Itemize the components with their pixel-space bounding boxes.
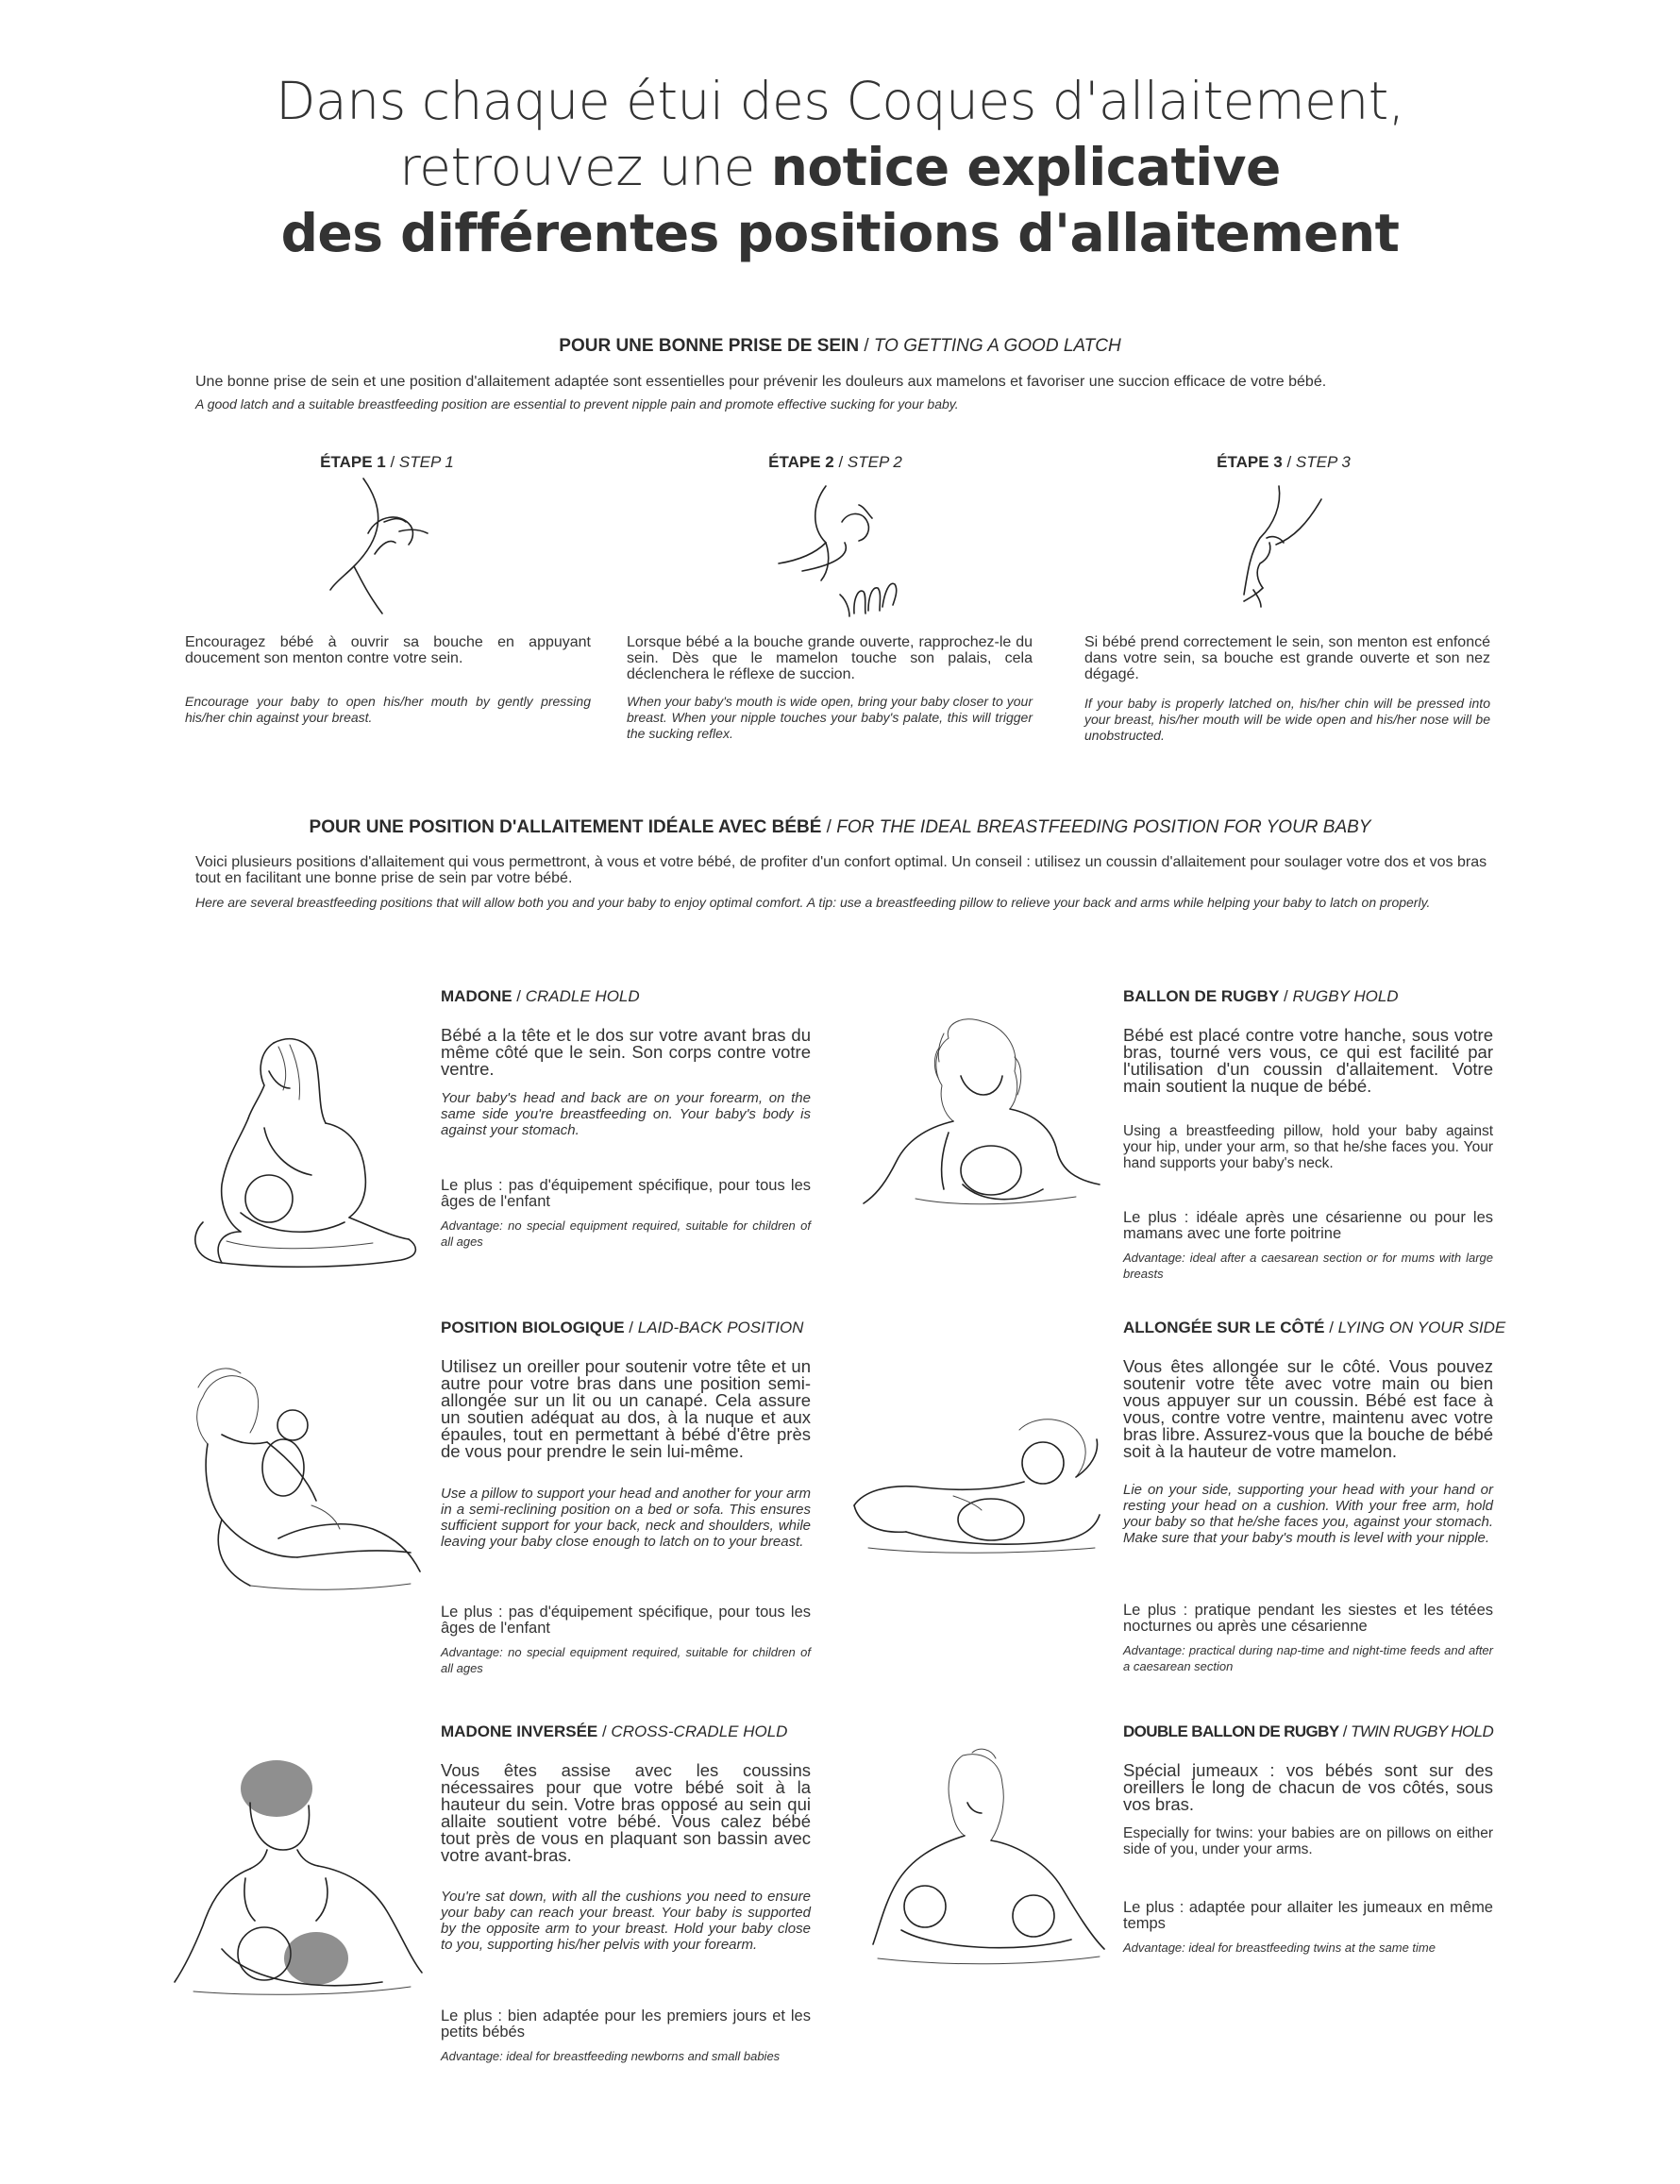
cradle-hold-advantage-fr: Le plus : pas d'équipement spécifique, pour tous les âges de l'enfant (441, 1177, 811, 1210)
cross-cradle-title: MADONE INVERSÉE / CROSS-CRADLE HOLD (441, 1722, 788, 1740)
lying-side-advantage-en: Advantage: practical during nap-time and night-time feeds and after a caesarean section (1123, 1643, 1493, 1673)
step-1-text-en: Encourage your baby to open his/her mouth by gently pressing his/her chin against your breast. (185, 694, 591, 725)
step-2-text-en: When your baby's mouth is wide open, bring your baby closer to your breast. When your nipple touches your baby's palate, this will trigger the sucking reflex. (627, 694, 1033, 741)
positions-section-title: POUR UNE POSITION D'ALLAITEMENT IDÉALE AVEC BÉBÉ / FOR THE IDEAL BREASTFEEDING POSITION FOR YOUR BABY (309, 817, 1371, 837)
latch-intro-en: A good latch and a suitable breastfeeding position are essential to prevent nipple pain and promote effective sucking for your baby. (195, 396, 959, 412)
cross-cradle-text-en: You're sat down, with all the cushions you need to ensure your baby can reach your breast. Your baby is supported by the opposite arm to your breast. Hold your baby close to you, supporting his/her pelvis with your forearm. (441, 1889, 811, 1953)
cradle-hold-text-fr: Bébé a la tête et le dos sur votre avant bras du même côté que le sein. Son corps contre votre ventre. (441, 1025, 811, 1079)
step-1-text-fr: Encouragez bébé à ouvrir sa bouche en appuyant doucement son menton contre votre sein. (185, 634, 591, 666)
step-3-illustration (1236, 486, 1331, 609)
step-3-text-fr: Si bébé prend correctement le sein, son menton est enfoncé dans votre sein, sa bouche est grande ouverte et son nez dégagé. (1084, 634, 1490, 682)
twin-rugby-text-fr: Spécial jumeaux : vos bébés sont sur des oreillers le long de chacun de vos côtés, sous vos bras. (1123, 1760, 1493, 1814)
lying-side-illustration (849, 1411, 1109, 1557)
cross-cradle-advantage-fr: Le plus : bien adaptée pour les premiers jours et les petits bébés (441, 2008, 811, 2041)
step-1-title: ÉTAPE 1 / STEP 1 (320, 453, 454, 471)
latch-intro-fr: Une bonne prise de sein et une position d'allaitement adaptée sont essentielles pour prévenir les douleurs aux mamelons et favoriser une succion efficace de votre bébé. (195, 374, 1327, 390)
lying-side-text-fr: Vous êtes allongée sur le côté. Vous pouvez soutenir votre tête avec votre main ou bien vous appuyer sur un coussin. Bébé est face à vous, contre votre ventre, maintenu avec votre bras libre. Assurez-vous que la bouche de bébé soit à la hauteur de votre mamelon. (1123, 1356, 1493, 1461)
latch-section-title: POUR UNE BONNE PRISE DE SEIN / TO GETTING A GOOD LATCH (559, 336, 1121, 356)
rugby-hold-title: BALLON DE RUGBY / RUGBY HOLD (1123, 987, 1399, 1005)
laid-back-text-en: Use a pillow to support your head and another for your arm in a semi-reclining position on a bed or sofa. This ensures sufficient support for your back, neck and shoulders, while leaving your baby close enough to latch on to your breast. (441, 1486, 811, 1550)
twin-rugby-advantage-en: Advantage: ideal for breastfeeding twins at the same time (1123, 1940, 1436, 1955)
step-3-title: ÉTAPE 3 / STEP 3 (1217, 453, 1351, 471)
laid-back-advantage-fr: Le plus : pas d'équipement spécifique, pour tous les âges de l'enfant (441, 1604, 811, 1637)
rugby-hold-illustration (859, 1019, 1104, 1208)
rugby-hold-text-en: Using a breastfeeding pillow, hold your baby against your hip, under your arm, so that he/she faces you. Your hand supports your baby's neck. (1123, 1123, 1493, 1171)
step-2-text-fr: Lorsque bébé a la bouche grande ouverte, rapprochez-le du sein. Dès que le mamelon touche son palais, cela déclenchera le réflexe de succion. (627, 634, 1033, 682)
lying-side-advantage-fr: Le plus : pratique pendant les siestes et les tétées nocturnes ou après une césarienne (1123, 1602, 1493, 1635)
twin-rugby-illustration (859, 1751, 1109, 1968)
step-2-illustration (774, 486, 916, 618)
positions-intro-fr: Voici plusieurs positions d'allaitement qui vous permettront, à vous et votre bébé, de profiter d'un confort optimal. Un conseil : utilisez un coussin d'allaitement pour soulager votre dos et vos bras tout en facilitant une bonne prise de sein par votre bébé. (195, 854, 1487, 886)
twin-rugby-title: DOUBLE BALLON DE RUGBY / TWIN RUGBY HOLD (1123, 1722, 1494, 1740)
cross-cradle-advantage-en: Advantage: ideal for breastfeeding newborns and small babies (441, 2049, 781, 2063)
page-headline (0, 68, 1680, 266)
laid-back-text-fr: Utilisez un oreiller pour soutenir votre tête et un autre pour votre bras dans une position semi-allongée sur un lit ou un canapé. Cela assure un soutien adéquat au dos, à la nuque et aux épaules, tout en permettant à bébé d'être près de vous pour prendre le sein lui-même. (441, 1356, 811, 1461)
laid-back-illustration (184, 1369, 429, 1595)
headline-line-3: des différentes positions d'allaitement (280, 203, 1400, 263)
step-2-title: ÉTAPE 2 / STEP 2 (768, 453, 902, 471)
headline-bold: notice explicative (770, 137, 1281, 197)
laid-back-title: POSITION BIOLOGIQUE / LAID-BACK POSITION (441, 1319, 804, 1336)
rugby-hold-text-fr: Bébé est placé contre votre hanche, sous votre bras, tourné vers vous, ce qui est facilité par l'utilisation d'un coussin d'allaitement. Votre main soutient la nuque de bébé. (1123, 1025, 1493, 1096)
step-3-text-en: If your baby is properly latched on, his/her chin will be pressed into your breast, his/her mouth will be wide open and his/her nose will be unobstructed. (1084, 696, 1490, 743)
rugby-hold-advantage-fr: Le plus : idéale après une césarienne ou pour les mamans avec une forte poitrine (1123, 1209, 1493, 1242)
laid-back-advantage-en: Advantage: no special equipment required, suitable for children of all ages (441, 1645, 811, 1675)
cradle-hold-text-en: Your baby's head and back are on your forearm, on the same side you're breastfeeding on. Your baby's body is against your stomach. (441, 1090, 811, 1138)
cradle-hold-illustration (184, 1033, 425, 1274)
lying-side-text-en: Lie on your side, supporting your head with your hand or resting your head on a cushion. With your free arm, hold your baby so that he/she faces you, against your stomach. Make sure that your baby's mouth is level with your nipple. (1123, 1482, 1493, 1546)
lying-side-title: ALLONGÉE SUR LE CÔTÉ / LYING ON YOUR SIDE (1123, 1319, 1506, 1336)
rugby-hold-advantage-en: Advantage: ideal after a caesarean section or for mums with large breasts (1123, 1251, 1493, 1281)
cradle-hold-advantage-en: Advantage: no special equipment required, suitable for children of all ages (441, 1218, 811, 1249)
twin-rugby-text-en: Especially for twins: your babies are on pillows on either side of you, under your arms. (1123, 1825, 1493, 1857)
headline-line-1: Dans chaque étui des Coques d'allaitement, (276, 71, 1404, 131)
headline-line-2: retrouvez une notice explicative (399, 137, 1281, 197)
step-1-illustration (316, 477, 458, 618)
cross-cradle-illustration (175, 1760, 425, 1996)
cross-cradle-text-fr: Vous êtes assise avec les coussins nécessaires pour que votre bébé soit à la hauteur du sein. Votre bras opposé au sein qui allaite soutient votre bébé. Vous calez bébé tout près de vous en plaquant son bassin avec votre avant-bras. (441, 1760, 811, 1865)
positions-intro-en: Here are several breastfeeding positions that will allow both you and your baby to enjoy optimal comfort. A tip: use a breastfeeding pillow to relieve your back and arms while helping your baby to latch on properly. (195, 895, 1431, 910)
cradle-hold-title: MADONE / CRADLE HOLD (441, 987, 640, 1005)
twin-rugby-advantage-fr: Le plus : adaptée pour allaiter les jumeaux en même temps (1123, 1899, 1493, 1932)
